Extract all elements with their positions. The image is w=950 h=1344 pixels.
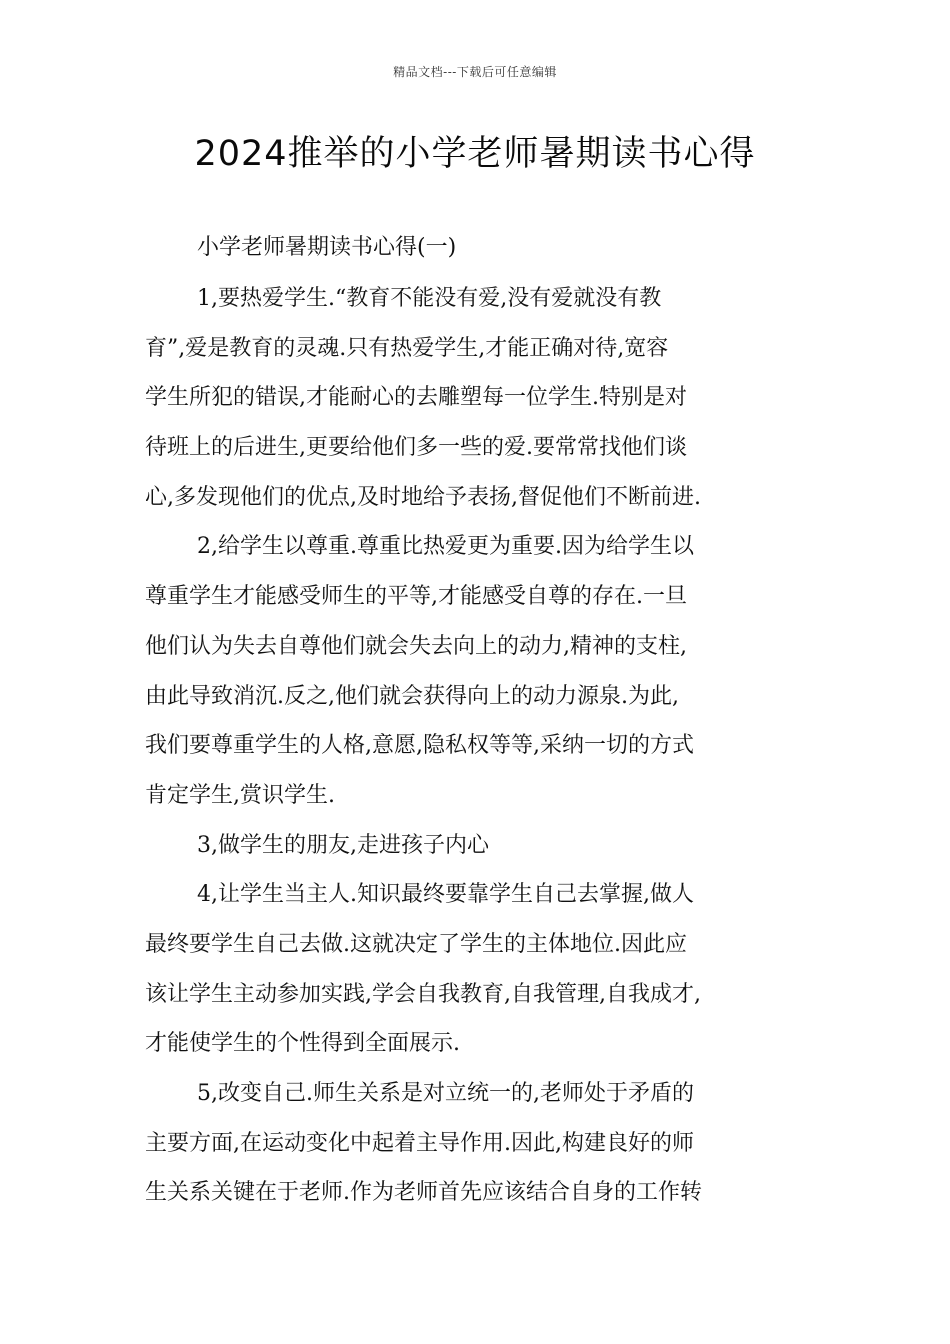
text-line: 该让学生主动参加实践,学会自我教育,自我管理,自我成才, — [145, 981, 701, 1007]
text-line: 2,给学生以尊重.尊重比热爱更为重要.因为给学生以 — [197, 534, 694, 560]
paragraph-5 — [145, 1069, 808, 1218]
text-line: 主要方面,在运动变化中起着主导作用.因此,构建良好的师 — [145, 1130, 694, 1156]
text-line: 育”,爱是教育的灵魂.只有热爱学生,才能正确对待,宽容 — [145, 335, 669, 361]
text-line: 生关系关键在于老师.作为老师首先应该结合自身的工作转 — [145, 1180, 702, 1206]
text-line: 5,改变自己.师生关系是对立统一的,老师处于矛盾的 — [197, 1081, 694, 1106]
text-line: 尊重学生才能感受师生的平等,才能感受自尊的存在.一旦 — [145, 584, 687, 610]
page-header: 精品文档---下载后可任意编辑 — [393, 65, 557, 79]
section-heading: 小学老师暑期读书心得(一) — [197, 235, 457, 260]
text-line: 学生所犯的错误,才能耐心的去雕塑每一位学生.特别是对 — [145, 385, 687, 411]
text-line: 3,做学生的朋友,走进孩子内心 — [197, 832, 489, 858]
document-body — [145, 230, 808, 1218]
paragraph-4 — [145, 870, 808, 1069]
paragraph-1 — [145, 274, 808, 522]
text-line: 1,要热爱学生.“教育不能没有爱,没有爱就没有教 — [197, 286, 662, 311]
document-title: 2024推举的小学老师暑期读书心得 — [194, 134, 756, 174]
text-line: 由此导致消沉.反之,他们就会获得向上的动力源泉.为此, — [145, 683, 679, 709]
text-line: 肯定学生,赏识学生. — [145, 782, 335, 808]
text-line: 我们要尊重学生的人格,意愿,隐私权等等,采纳一切的方式 — [145, 733, 694, 759]
text-line: 才能使学生的个性得到全面展示. — [145, 1031, 460, 1057]
text-line: 他们认为失去自尊他们就会失去向上的动力,精神的支柱, — [145, 633, 687, 659]
text-line: 4,让学生当主人.知识最终要靠学生自己去掌握,做人 — [197, 882, 694, 908]
paragraph-2 — [145, 522, 808, 820]
text-line: 心,多发现他们的优点,及时地给予表扬,督促他们不断前进. — [145, 484, 701, 510]
paragraph-3 — [145, 821, 808, 871]
text-line: 最终要学生自己去做.这就决定了学生的主体地位.因此应 — [145, 931, 687, 957]
text-line: 待班上的后进生,更要给他们多一些的爱.要常常找他们谈 — [145, 435, 687, 461]
